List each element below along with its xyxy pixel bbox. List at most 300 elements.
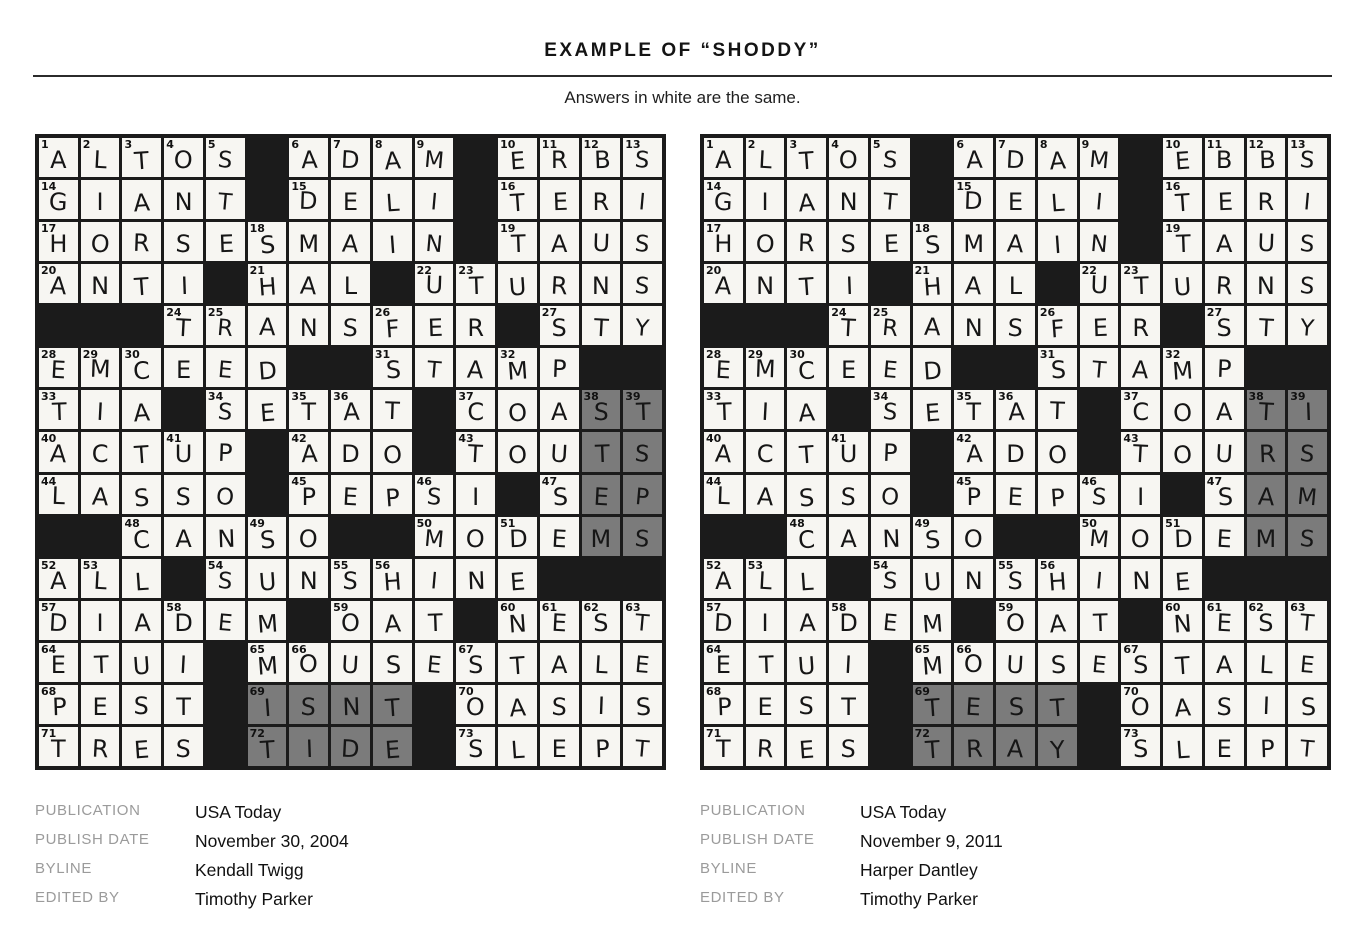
cell-number: 5 [207,138,216,151]
grid-cell [954,517,993,556]
grid-cell [623,727,662,766]
cell-letter: T [133,146,151,176]
grid-cell [1080,180,1119,219]
cell-letter: A [714,440,733,469]
grid-cell [456,348,495,387]
grid-cell [540,306,579,345]
grid-cell [331,643,370,682]
cell-number: 73 [1123,726,1139,740]
grid-cell [81,138,120,177]
grid-cell [829,390,868,429]
cell-letter: T [1299,608,1316,637]
cell-letter: T [425,356,442,385]
grid-cell [871,643,910,682]
grid-cell [1163,601,1202,640]
grid-cell [582,559,621,598]
cell-number: 24 [166,306,182,320]
cell-letter: D [257,356,278,386]
grid-cell [829,348,868,387]
cell-letter: T [966,398,982,427]
grid-cell [996,643,1035,682]
cell-letter: M [422,524,445,553]
grid-cell [582,643,621,682]
cell-number: 43 [1123,432,1139,446]
grid-cell [582,264,621,303]
grid-cell [498,601,537,640]
cell-number: 72 [914,726,930,740]
grid-cell [1205,643,1244,682]
cell-number: 10 [500,138,516,151]
grid-cell [122,306,161,345]
cell-letter: A [383,146,402,176]
cell-letter: U [1089,270,1109,300]
grid-cell [787,390,826,429]
cell-number: 13 [625,138,641,151]
cell-letter: I [845,272,854,301]
cell-number: 37 [1123,390,1139,404]
cell-number: 16 [500,180,516,194]
cell-letter: M [590,524,612,553]
cell-letter: L [757,145,773,175]
grid-cell [1080,432,1119,471]
cell-letter: T [468,271,485,301]
cell-letter: S [635,692,652,722]
cell-letter: M [506,356,529,387]
cell-letter: E [840,356,857,385]
cell-number: 15 [956,180,972,194]
grid-cell [540,517,579,556]
grid-cell [871,348,910,387]
grid-cell [206,306,245,345]
cell-letter: H [257,272,278,302]
cell-letter: O [382,440,403,471]
grid-cell [248,432,287,471]
cell-letter: N [299,314,318,343]
grid-cell [164,390,203,429]
cell-letter: D [713,608,734,638]
cell-letter: R [90,734,110,764]
cell-letter: I [472,482,480,511]
grid-cell [39,601,78,640]
cell-number: 21 [249,264,265,278]
grid-cell [996,517,1035,556]
cell-letter: S [634,272,651,300]
grid-cell [996,475,1035,514]
grid-cell [829,517,868,556]
cell-number: 12 [583,138,599,151]
cell-letter: E [923,398,941,428]
cell-number: 44 [706,474,722,488]
grid-cell [1121,264,1160,303]
grid-cell [456,475,495,514]
cell-letter: L [1008,272,1023,301]
cell-number: 31 [374,348,391,362]
cell-letter: H [382,567,403,597]
grid-cell [1288,601,1327,640]
grid-cell [289,264,328,303]
cell-letter: E [881,608,899,637]
cell-letter: T [384,693,401,723]
grid-cell [746,685,785,724]
cell-number: 63 [625,600,641,614]
grid-cell [248,727,287,766]
cell-number: 13 [1290,138,1306,151]
meta-value-byline: Kendall Twigg [195,860,304,880]
cell-number: 8 [374,138,383,151]
cell-number: 59 [998,600,1014,614]
grid-cell [415,475,454,514]
meta-value-publish-date: November 30, 2004 [195,831,349,851]
cell-letter: T [216,188,234,216]
cell-letter: A [1215,398,1233,427]
cell-letter: T [384,397,400,426]
grid-cell [623,390,662,429]
grid-cell [787,180,826,219]
cell-letter: S [1050,650,1067,680]
cell-letter: E [1215,608,1233,638]
grid-cell [954,222,993,261]
cell-letter: S [1008,692,1025,722]
cell-letter: O [1006,608,1025,637]
grid-cell [164,306,203,345]
grid-cell [373,601,412,640]
grid-cell [746,475,785,514]
grid-cell [289,222,328,261]
grid-cell [122,685,161,724]
cell-number: 22 [416,264,432,278]
cell-letter: A [966,440,984,469]
puzzle-panel-right [700,134,1331,910]
grid-cell [913,138,952,177]
cell-number: 61 [1206,600,1223,614]
cell-letter: T [923,693,941,723]
grid-cell [81,264,120,303]
cell-number: 41 [831,432,847,446]
grid-cell [582,727,621,766]
grid-cell [331,685,370,724]
meta-label-publication: PUBLICATION [35,802,141,819]
cell-letter: A [1215,230,1233,259]
grid-cell [1038,475,1077,514]
cell-letter: A [301,145,319,175]
grid-cell [582,601,621,640]
meta-value-edited-by: Timothy Parker [860,889,978,909]
grid-cell [913,727,952,766]
cell-letter: L [343,272,358,301]
grid-cell [456,727,495,766]
cell-number: 11 [1206,138,1223,151]
cell-letter: S [881,146,899,174]
cell-letter: I [95,398,105,427]
cell-number: 53 [82,558,99,572]
cell-number: 12 [1248,138,1264,151]
grid-cell [704,348,743,387]
cell-letter: S [1007,313,1024,343]
puzzle-panel-left [35,134,666,910]
cell-number: 23 [1123,264,1139,278]
cell-number: 29 [82,348,99,362]
cell-letter: T [841,692,856,721]
cell-letter: T [1174,651,1191,681]
grid-cell [623,685,662,724]
grid-cell [871,559,910,598]
grid-cell [1163,727,1202,766]
cell-number: 66 [291,642,307,656]
grid-cell [787,601,826,640]
grid-cell [1163,222,1202,261]
grid-cell [1247,390,1286,429]
grid-cell [456,264,495,303]
grid-cell [540,643,579,682]
cell-letter: E [218,229,235,259]
grid-cell [1163,559,1202,598]
grid-cell [331,390,370,429]
grid-cell [704,222,743,261]
cell-letter: O [963,649,984,679]
cell-letter: T [716,398,733,427]
grid-cell [1121,432,1160,471]
cell-number: 38 [1248,390,1264,404]
cell-letter: M [1255,524,1277,553]
grid-cell [1080,390,1119,429]
grid-cell [81,517,120,556]
cell-letter: N [1256,272,1275,301]
cell-letter: I [760,398,770,427]
cell-number: 55 [333,558,349,572]
cell-letter: D [341,440,360,469]
cell-number: 52 [706,558,722,572]
cell-number: 54 [872,558,889,572]
cell-letter: H [714,230,733,259]
grid-cell [829,601,868,640]
title-divider [33,75,1332,77]
cell-letter: A [1007,398,1026,427]
grid-cell [1121,685,1160,724]
cell-letter: P [51,692,68,722]
meta-label-edited-by: EDITED BY [35,889,120,906]
grid-cell [996,180,1035,219]
cell-letter: D [963,186,984,216]
cell-number: 49 [914,516,930,530]
grid-cell [829,643,868,682]
grid-cell [746,222,785,261]
cell-letter: D [340,145,361,175]
grid-cell [456,559,495,598]
cell-number: 67 [1123,642,1139,656]
grid-cell [498,643,537,682]
cell-letter: T [133,272,151,302]
cell-number: 40 [41,432,57,446]
cell-letter: R [549,271,569,301]
grid-cell [331,180,370,219]
cell-letter: U [507,272,528,302]
grid-cell [623,138,662,177]
cell-letter: A [550,398,568,427]
grid-cell [206,475,245,514]
cell-number: 14 [41,180,57,194]
puzzle-panels [0,108,1365,910]
grid-cell [373,348,412,387]
grid-cell [746,432,785,471]
cell-letter: S [1215,692,1233,722]
grid-cell [787,475,826,514]
grid-cell [582,432,621,471]
cell-letter: E [715,650,731,679]
cell-letter: S [881,398,899,427]
cell-letter: S [468,734,484,763]
grid-cell [248,685,287,724]
grid-cell [540,727,579,766]
cell-letter: B [593,145,611,175]
grid-cell [1038,138,1077,177]
cell-letter: T [467,440,484,469]
cell-letter: D [1005,145,1026,175]
grid-cell [1080,222,1119,261]
cell-number: 44 [41,474,57,488]
grid-cell [122,559,161,598]
cell-number: 46 [416,474,432,488]
grid-cell [164,727,203,766]
cell-letter: L [1175,735,1191,765]
grid-cell [1038,559,1077,598]
grid-cell [871,222,910,261]
cell-number: 30 [124,348,140,362]
grid-cell [1038,180,1077,219]
cell-number: 50 [416,516,432,530]
grid-cell [1247,601,1286,640]
grid-cell [623,643,662,682]
cell-number: 67 [458,642,474,656]
cell-letter: E [798,735,816,765]
cell-letter: O [298,649,319,679]
cell-number: 28 [706,348,722,362]
cell-letter: A [1173,693,1192,723]
grid-cell [787,306,826,345]
cell-letter: A [50,146,67,175]
cell-letter: E [216,608,234,637]
grid-cell [540,559,579,598]
cell-letter: T [798,146,816,176]
grid-cell [1038,601,1077,640]
cell-number: 34 [872,390,889,404]
grid-cell [1247,727,1286,766]
cell-number: 26 [374,306,391,320]
grid-cell [623,559,662,598]
cell-number: 38 [583,390,599,404]
cell-number: 60 [1165,600,1181,614]
cell-number: 36 [998,390,1014,404]
cell-letter: S [1050,356,1067,385]
grid-cell [206,180,245,219]
cell-letter: E [1215,524,1233,553]
grid-cell [913,517,952,556]
grid-cell [415,348,454,387]
grid-cell [498,138,537,177]
cell-number: 71 [41,726,57,740]
grid-cell [248,601,287,640]
cell-number: 58 [831,600,847,614]
cell-letter: P [966,482,981,511]
grid-cell [122,432,161,471]
cell-letter: I [596,691,605,721]
grid-cell [623,306,662,345]
grid-cell [289,390,328,429]
cell-number: 32 [500,348,516,362]
cell-number: 3 [124,138,133,151]
grid-cell [787,517,826,556]
grid-cell [871,180,910,219]
cell-letter: M [89,355,111,384]
grid-cell [373,222,412,261]
cell-number: 51 [500,516,516,530]
grid-cell [1247,348,1286,387]
cell-number: 47 [1206,474,1223,488]
grid-cell [1163,306,1202,345]
grid-cell [289,180,328,219]
grid-cell [1038,517,1077,556]
cell-letter: R [755,734,775,764]
grid-cell [746,727,785,766]
grid-cell [829,685,868,724]
cell-letter: E [383,735,402,765]
grid-cell [582,306,621,345]
cell-number: 52 [41,558,57,572]
cell-letter: E [965,692,982,722]
grid-cell [954,180,993,219]
grid-cell [871,306,910,345]
grid-cell [1121,559,1160,598]
cell-letter: E [1174,567,1192,597]
grid-cell [164,138,203,177]
cell-letter: U [424,270,444,300]
grid-cell [456,601,495,640]
grid-cell [1121,643,1160,682]
cell-letter: I [1094,188,1104,216]
grid-cell [456,390,495,429]
figure-header [0,0,1365,108]
cell-letter: I [179,650,188,679]
cell-number: 53 [747,558,764,572]
cell-letter: N [964,314,983,343]
grid-cell [248,138,287,177]
grid-cell [1205,432,1244,471]
grid-cell [954,727,993,766]
grid-cell [1121,727,1160,766]
cell-letter: U [257,567,278,597]
grid-cell [954,601,993,640]
cell-number: 65 [249,642,265,656]
grid-cell [704,685,743,724]
cell-number: 37 [458,390,474,404]
grid-cell [913,601,952,640]
grid-cell [81,643,120,682]
cell-letter: A [258,313,276,342]
grid-cell [1163,390,1202,429]
grid-cell [996,306,1035,345]
grid-cell [248,222,287,261]
grid-cell [623,348,662,387]
cell-letter: T [594,440,610,469]
grid-cell [39,348,78,387]
cell-letter: C [756,440,774,469]
cell-letter: S [1299,440,1316,469]
grid-cell [81,475,120,514]
grid-cell [954,348,993,387]
cell-letter: A [550,230,568,259]
cell-letter: E [552,187,569,217]
grid-cell [164,475,203,514]
cell-letter: S [258,230,276,260]
